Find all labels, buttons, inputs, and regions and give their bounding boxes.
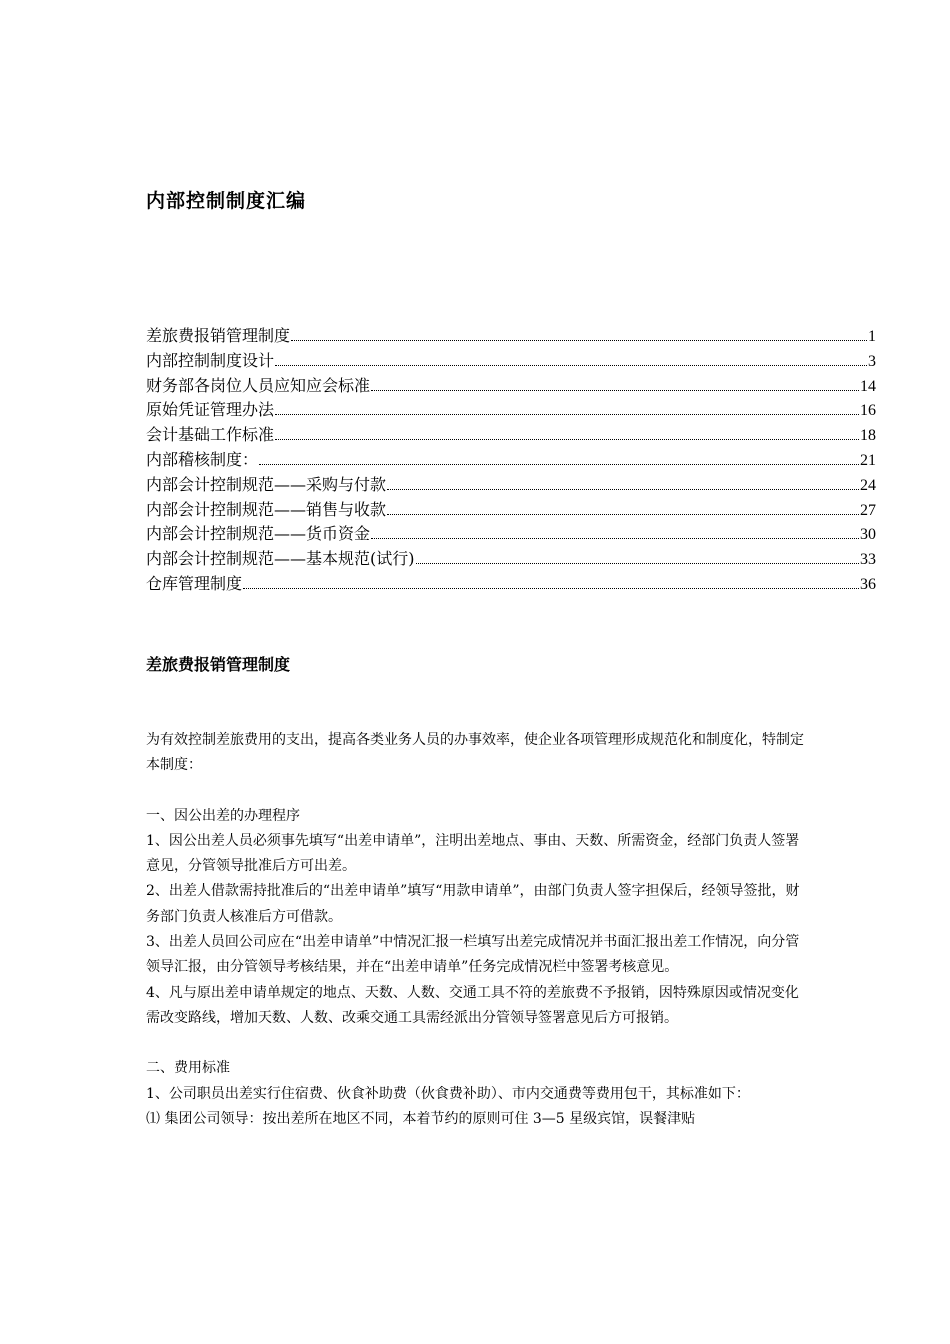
- toc-item-label: 会计基础工作标准: [146, 425, 275, 445]
- toc-item[interactable]: [146, 324, 876, 349]
- toc-item[interactable]: [146, 572, 876, 597]
- toc-leader-dots: [259, 464, 859, 465]
- toc-leader-dots: [387, 514, 859, 515]
- toc-leader-dots: [371, 390, 859, 391]
- toc-item-page: 3: [868, 352, 876, 370]
- toc-leader-dots: [275, 414, 859, 415]
- toc-item-page: 1: [868, 328, 876, 345]
- part1-item: 2、出差人借款需持批准后的“出差申请单”填写“用款申请单”，由部门负责人签字担保后，经领导签批，财务部门负责人核准后方可借款。: [146, 883, 800, 925]
- toc-leader-dots: [275, 365, 867, 366]
- toc-item[interactable]: [146, 423, 876, 448]
- toc-item-page: 24: [860, 476, 876, 494]
- toc-leader-dots: [387, 489, 859, 490]
- toc-item-page: 36: [860, 575, 876, 593]
- toc-item[interactable]: [146, 522, 876, 547]
- toc-item-label: 原始凭证管理办法: [146, 400, 275, 420]
- toc-item[interactable]: [146, 448, 876, 473]
- toc-item-label: 内部稽核制度：: [146, 449, 259, 469]
- toc-item-page: 27: [860, 501, 876, 519]
- toc-item-page: 14: [860, 377, 876, 395]
- section-title: 差旅费报销管理制度: [146, 655, 291, 674]
- toc-item-label: 内部控制制度设计: [146, 350, 275, 370]
- toc-item-label: 内部会计控制规范——货币资金: [146, 524, 371, 544]
- toc-item-page: 18: [860, 427, 876, 445]
- toc-leader-dots: [243, 588, 859, 589]
- toc-item[interactable]: [146, 498, 876, 523]
- toc-item-label: 仓库管理制度: [146, 573, 243, 593]
- toc-item[interactable]: [146, 547, 876, 572]
- part1-item: 3、出差人员回公司应在“出差申请单”中情况汇报一栏填写出差完成情况并书面汇报出差工作情况，向分管领导汇报，由分管领导考核结果，并在“出差申请单”任务完成情况栏中签署考核意见。: [146, 934, 800, 976]
- paragraph-gap: [146, 1031, 811, 1056]
- toc-item-page: 21: [860, 451, 876, 469]
- toc-item[interactable]: [146, 398, 876, 423]
- toc-item[interactable]: [146, 349, 876, 374]
- toc-item-page: 30: [860, 526, 876, 544]
- part2-item: ⑴ 集团公司领导：按出差所在地区不同，本着节约的原则可住 3—5 星级宾馆，误餐津贴: [146, 1110, 696, 1127]
- toc-item-label: 内部会计控制规范——基本规范(试行): [146, 549, 415, 569]
- toc-item-label: 内部会计控制规范——销售与收款: [146, 499, 387, 519]
- part1-item: 4、凡与原出差申请单规定的地点、天数、人数、交通工具不符的差旅费不予报销，因特殊原因或情况变化需改变路线，增加天数、人数、改乘交通工具需经派出分管领导签署意见后方可报销。: [146, 984, 799, 1026]
- toc-item-page: 16: [860, 402, 876, 420]
- toc-item[interactable]: [146, 473, 876, 498]
- toc-item-label: 内部会计控制规范——采购与付款: [146, 474, 387, 494]
- section-body: [146, 728, 811, 1132]
- part1-item: 1、因公出差人员必须事先填写“出差申请单”，注明出差地点、事由、天数、所需资金，经部门负责人签署意见，分管领导批准后方可出差。: [146, 832, 800, 875]
- toc-leader-dots: [371, 538, 859, 539]
- part1-heading: 一、因公出差的办理程序: [146, 807, 300, 824]
- part2-heading: 二、费用标准: [146, 1060, 230, 1077]
- part2-item: 1、公司职员出差实行住宿费、伙食补助费（伙食费补助）、市内交通费等费用包干，其标准如下：: [146, 1085, 750, 1102]
- document-title: 内部控制制度汇编: [146, 190, 307, 212]
- toc-item[interactable]: [146, 374, 876, 399]
- table-of-contents: [146, 324, 876, 597]
- paragraph-gap: [146, 779, 811, 804]
- toc-item-page: 33: [860, 551, 876, 569]
- toc-leader-dots: [291, 340, 867, 341]
- toc-item-label: 财务部各岗位人员应知应会标准: [146, 375, 371, 395]
- toc-leader-dots: [275, 439, 859, 440]
- toc-leader-dots: [416, 563, 860, 564]
- toc-item-label: 差旅费报销管理制度: [146, 326, 291, 345]
- intro-paragraph: 为有效控制差旅费用的支出，提高各类业务人员的办事效率，使企业各项管理形成规范化和制度化，特制定本制度：: [146, 732, 804, 774]
